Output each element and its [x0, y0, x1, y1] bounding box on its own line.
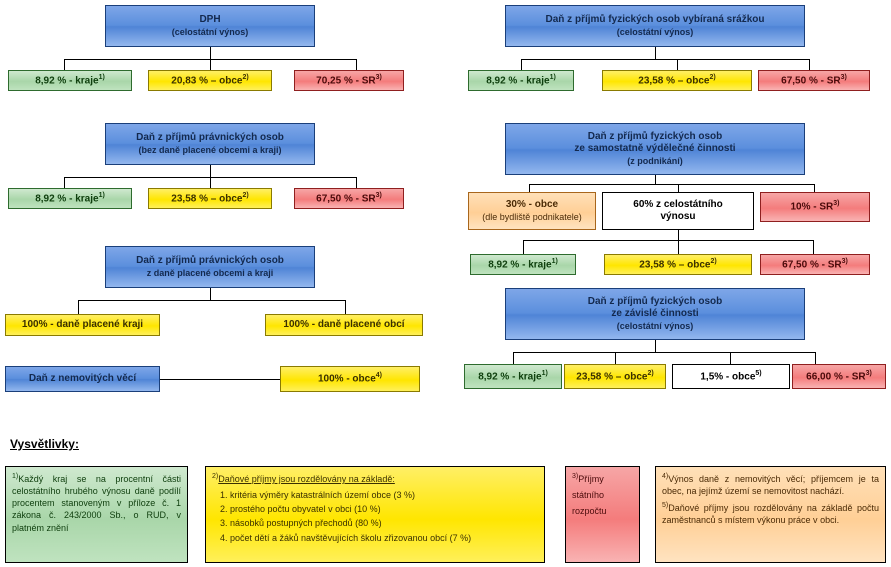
node-dph-sr: [294, 70, 404, 91]
node-dpfo-srazka-kraje-sup: 1): [549, 73, 556, 81]
legend-note-2-list: [212, 489, 538, 544]
connector: [814, 184, 815, 192]
node-dph-line2: (celostátní výnos): [171, 26, 249, 37]
node-dan-nemovite-text: Daň z nemovitých věcí: [28, 372, 137, 384]
node-dan-nemovite: [5, 366, 160, 392]
node-dane-obci: [265, 314, 423, 336]
node-dpfo-zc-line3: (celostátní výnos): [616, 320, 694, 331]
node-dpfo-zc-line2: ze závislé činnosti: [611, 308, 699, 320]
connector: [513, 352, 815, 353]
node-dpfo-srazka-sr: [758, 70, 870, 91]
node-zc-obce-15-text: 1,5% - obce: [700, 370, 756, 382]
node-svc-sr-sup: 3): [841, 257, 848, 265]
node-dppo-sr-text: 67,50 % - SR: [316, 192, 376, 204]
connector: [523, 240, 813, 241]
node-svc-sr10-sup: 3): [833, 200, 840, 208]
node-dppo-line2: (bez daně placené obcemi a kraji): [138, 144, 282, 155]
node-dph-obce: [148, 70, 272, 91]
node-dppo-line1: Daň z příjmů právnických osob: [136, 132, 284, 144]
node-svc-sr10-text: 10% - SR: [790, 201, 834, 213]
legend-note-2-heading: Daňové příjmy jsou rozdělovány na základě:: [218, 474, 395, 484]
node-dpfo-zc-line1: Daň z příjmů fyzických osob: [587, 295, 723, 307]
node-svc-obce-sup: 2): [710, 257, 717, 265]
node-zc-obce-15-sup: 5): [755, 369, 762, 377]
node-svc-sr: [760, 254, 870, 275]
node-zc-sr: [792, 364, 886, 389]
connector: [730, 352, 731, 364]
node-dppo-obec: [105, 246, 315, 288]
node-dpfo-srazka-line1: Daň z příjmů fyzických osob vybíraná srážkou: [545, 14, 765, 26]
legend-note-5-text: Daňové příjmy jsou rozdělovány na základě počtu zaměstnanců s místem výkonu práce v obci.: [662, 503, 879, 526]
connector: [655, 47, 656, 59]
node-dane-kraji: [5, 314, 160, 336]
node-dppo: [105, 123, 315, 165]
connector: [160, 379, 280, 380]
node-svc-60-line1: 60% z celostátního: [633, 198, 723, 210]
node-dph-obce-text: 20,83 % – obce: [171, 74, 243, 86]
node-svc-sr10: [760, 192, 870, 222]
node-dpfo-srazka-line2: (celostátní výnos): [616, 26, 694, 37]
node-dppo-kraje: [8, 188, 132, 209]
node-dppo-obec-line1: Daň z příjmů právnických osob: [136, 255, 284, 267]
connector: [655, 340, 656, 352]
node-dph-kraje-sup: 1): [98, 73, 105, 81]
node-svc-obce-text: 23,58 % – obce: [639, 258, 711, 270]
node-dppo-obce-text: 23,58 % – obce: [171, 192, 243, 204]
node-dph-sr-text: 70,25 % - SR: [316, 74, 376, 86]
node-dpfo-zc: [505, 288, 805, 340]
connector: [529, 184, 530, 192]
node-zc-obce: [564, 364, 666, 389]
list-item: 1. kritéria výměry katastrálních území obce (3 %): [230, 489, 538, 501]
connector: [655, 175, 656, 184]
connector: [345, 300, 346, 314]
legend-note-4-5: [655, 466, 886, 563]
legend-note-3-l1: Příjmy: [578, 474, 604, 484]
node-svc-obce30-line2: (dle bydliště podnikatele): [482, 211, 582, 222]
legend-note-1-text: Každý kraj se na procentní části celostátního hrubého výnosu daně podílí procentem stanoveným v příloze č. 1 zákona č. 243/2000 Sb., o RUD, v platném znění: [12, 474, 181, 533]
connector: [615, 352, 616, 364]
node-dppo-obec-line2: z daně placené obcemi a kraji: [146, 267, 274, 278]
node-dppo-sr: [294, 188, 404, 209]
connector: [356, 177, 357, 188]
connector: [809, 59, 810, 70]
node-dppo-kraje-text: 8,92 % - kraje: [35, 192, 99, 204]
node-svc-obce: [604, 254, 752, 275]
node-dppo-obce: [148, 188, 272, 209]
list-item: 2. prostého počtu obyvatel v obci (10 %): [230, 503, 538, 515]
connector: [678, 230, 679, 240]
connector: [356, 59, 357, 70]
node-nemovite-obce-sup: 4): [375, 372, 383, 380]
node-dpfo-srazka-obce-sup: 2): [709, 73, 716, 81]
legend-note-4-text: Výnos daně z nemovitých věcí; příjemcem je ta obec, na jejímž území se nemovitost nachází.: [662, 474, 879, 497]
node-dppo-obce-sup: 2): [242, 191, 249, 199]
node-dpfo-srazka: [505, 5, 805, 47]
node-zc-kraje: [464, 364, 562, 389]
node-dph-sr-sup: 3): [375, 73, 382, 81]
node-zc-sr-sup: 3): [865, 369, 872, 377]
connector: [521, 59, 522, 70]
node-svc-kraje: [470, 254, 576, 275]
connector: [678, 184, 679, 192]
legend-title: Vysvětlivky:: [10, 437, 79, 451]
connector: [78, 300, 345, 301]
node-dph-line1: DPH: [199, 14, 221, 26]
node-zc-obce-sup: 2): [647, 369, 654, 377]
node-svc-kraje-text: 8,92 % - kraje: [488, 258, 552, 270]
connector: [529, 184, 814, 185]
connector: [210, 165, 211, 177]
node-nemovite-obce-text: 100% - obce: [317, 373, 376, 385]
connector: [513, 352, 514, 364]
node-svc-60: [602, 192, 754, 230]
node-dane-kraji-text: 100% - daně placené kraji: [21, 318, 144, 330]
connector: [815, 352, 816, 364]
list-item: 3. násobků postupných přechodů (80 %): [230, 517, 538, 529]
node-dpfo-svc-line1: Daň z příjmů fyzických osob: [587, 130, 723, 142]
connector: [210, 177, 211, 188]
node-dppo-kraje-sup: 1): [98, 191, 105, 199]
node-svc-obce30: [468, 192, 596, 230]
connector: [64, 177, 65, 188]
node-dpfo-srazka-obce-text: 23,58 % – obce: [638, 74, 710, 86]
node-dph-kraje-text: 8,92 % - kraje: [35, 74, 99, 86]
legend-note-4-sup: 4): [662, 473, 669, 480]
node-dpfo-srazka-kraje-text: 8,92 % - kraje: [486, 74, 550, 86]
node-dpfo-svc-line3: (z podnikání): [627, 155, 683, 166]
legend-note-2-sup: 2): [212, 473, 219, 480]
node-zc-sr-text: 66,00 % - SR: [806, 370, 866, 382]
connector: [210, 47, 211, 59]
node-dane-obci-text: 100% - daně placené obcí: [283, 318, 405, 330]
connector: [813, 240, 814, 254]
node-svc-kraje-sup: 1): [551, 257, 558, 265]
connector: [523, 240, 524, 254]
node-dpfo-svc: [505, 123, 805, 175]
connector: [677, 59, 678, 70]
legend-note-5-sup: 5): [662, 502, 669, 510]
connector: [210, 59, 211, 70]
node-svc-60-line2: výnosu: [660, 211, 696, 222]
node-zc-obce-text: 23,58 % – obce: [576, 370, 648, 382]
legend-note-1: [5, 466, 188, 563]
legend-note-3-l2: státního: [572, 490, 605, 501]
legend-note-3-l3: rozpočtu: [572, 506, 607, 517]
node-zc-kraje-text: 8,92 % - kraje: [478, 370, 542, 382]
connector: [678, 240, 679, 254]
node-nemovite-obce: [280, 366, 420, 392]
node-dpfo-srazka-kraje: [468, 70, 574, 91]
node-dpfo-svc-line2: ze samostatně výdělečné činnosti: [574, 143, 736, 155]
legend-note-2: [205, 466, 545, 563]
connector: [64, 59, 65, 70]
connector: [521, 59, 809, 60]
legend-note-3: [565, 466, 640, 563]
node-svc-obce30-line1: 30% - obce: [505, 199, 559, 211]
node-dpfo-srazka-sr-text: 67,50 % - SR: [781, 74, 841, 86]
node-zc-obce-15: [672, 364, 790, 389]
node-dpfo-srazka-obce: [602, 70, 752, 91]
node-zc-kraje-sup: 1): [541, 369, 548, 377]
node-dph-kraje: [8, 70, 132, 91]
legend-note-3-sup: 3): [572, 473, 579, 480]
legend-note-1-sup: 1): [12, 473, 19, 480]
list-item: 4. počet dětí a žáků navštěvujících školu zřizovanou obcí (7 %): [230, 532, 538, 544]
node-svc-sr-text: 67,50 % - SR: [782, 258, 842, 270]
node-dph: [105, 5, 315, 47]
connector: [210, 288, 211, 300]
connector: [78, 300, 79, 314]
node-dph-obce-sup: 2): [242, 73, 249, 81]
node-dpfo-srazka-sr-sup: 3): [840, 73, 847, 81]
node-dppo-sr-sup: 3): [375, 191, 382, 199]
